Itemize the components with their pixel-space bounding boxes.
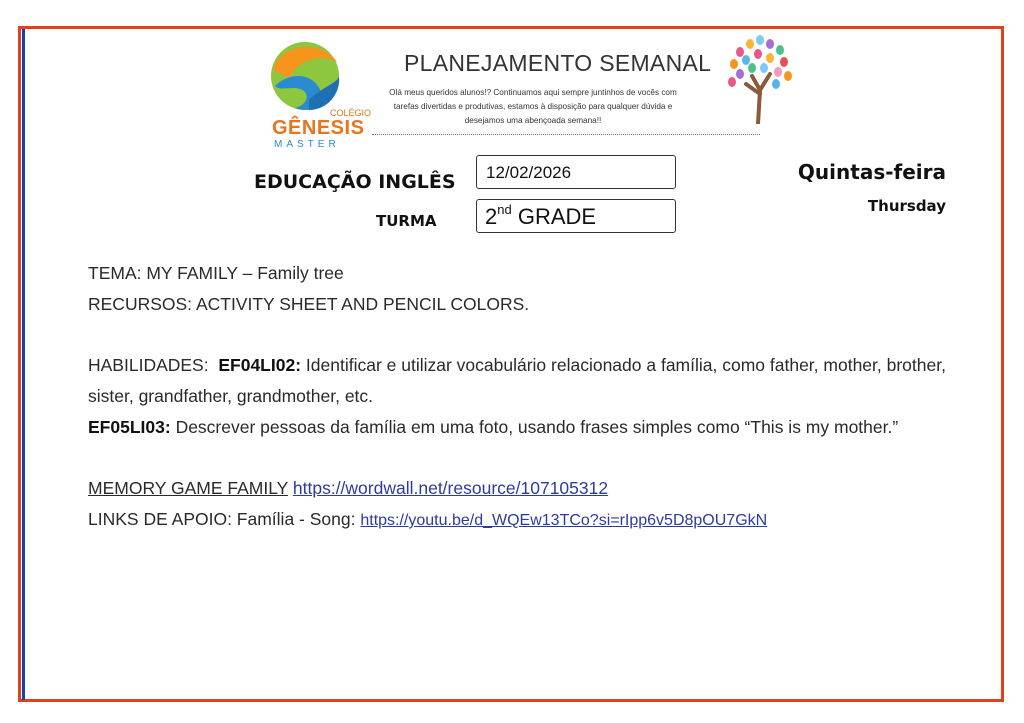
grade-number: 2 xyxy=(485,204,498,229)
page-title: PLANEJAMENTO SEMANAL xyxy=(404,50,712,76)
recursos-line: RECURSOS: ACTIVITY SHEET AND PENCIL COLORS. xyxy=(88,294,530,314)
tree-icon xyxy=(722,32,796,124)
skill-2 xyxy=(88,412,948,443)
subject-label: EDUCAÇÃO INGLÊS xyxy=(254,171,456,193)
habilidades-label: HABILIDADES: xyxy=(88,355,209,375)
skill-1-text: Identificar e utilizar vocabulário relacionado a família, como father, mother, brother, sister, grandfather, grandmother, etc. xyxy=(88,355,946,406)
logo-name: GÊNESIS xyxy=(272,117,365,139)
links-label: LINKS DE APOIO: Família - Song: xyxy=(88,509,356,529)
logo-small-text: COLÉGIO xyxy=(330,108,372,118)
logo-sub: MASTER xyxy=(274,139,340,150)
song-link[interactable]: https://youtu.be/d_WQEw13TCo?si=rIpp6v5D8pOU7GkN xyxy=(360,512,768,529)
skill-2-text: Descrever pessoas da família em uma foto, usando frases simples como “This is my mother.” xyxy=(175,417,899,437)
page-frame-accent xyxy=(22,29,25,700)
grade-suffix: nd xyxy=(497,202,512,217)
skill-1-code: EF04LI02: xyxy=(218,355,302,375)
grade-text: GRADE xyxy=(517,204,597,229)
date-field: 12/02/2026 xyxy=(476,155,676,189)
grade-field xyxy=(476,199,676,233)
turma-label: TURMA xyxy=(376,212,437,230)
skill-2-code: EF05LI03: xyxy=(88,417,171,437)
welcome-message: Olá meus queridos alunos!? Continuamos aqui sempre juntinhos de vocês com tarefas divertidas e produtivas, estamos à disposição para qualquer dúvida e desejamos uma abençoada semana!! xyxy=(389,88,677,125)
links-line xyxy=(88,504,948,536)
tema-line: TEMA: MY FAMILY – Family tree xyxy=(88,263,344,283)
lesson-content xyxy=(88,258,948,536)
weekday-english: Thursday xyxy=(867,197,946,215)
memory-game-link[interactable]: https://wordwall.net/resource/107105312 xyxy=(292,478,609,498)
memory-game-label: MEMORY GAME FAMILY xyxy=(88,478,289,498)
memory-game-line xyxy=(88,473,948,504)
divider xyxy=(372,134,760,135)
skill-1 xyxy=(88,350,948,412)
weekday: Quintas-feira xyxy=(797,160,946,184)
